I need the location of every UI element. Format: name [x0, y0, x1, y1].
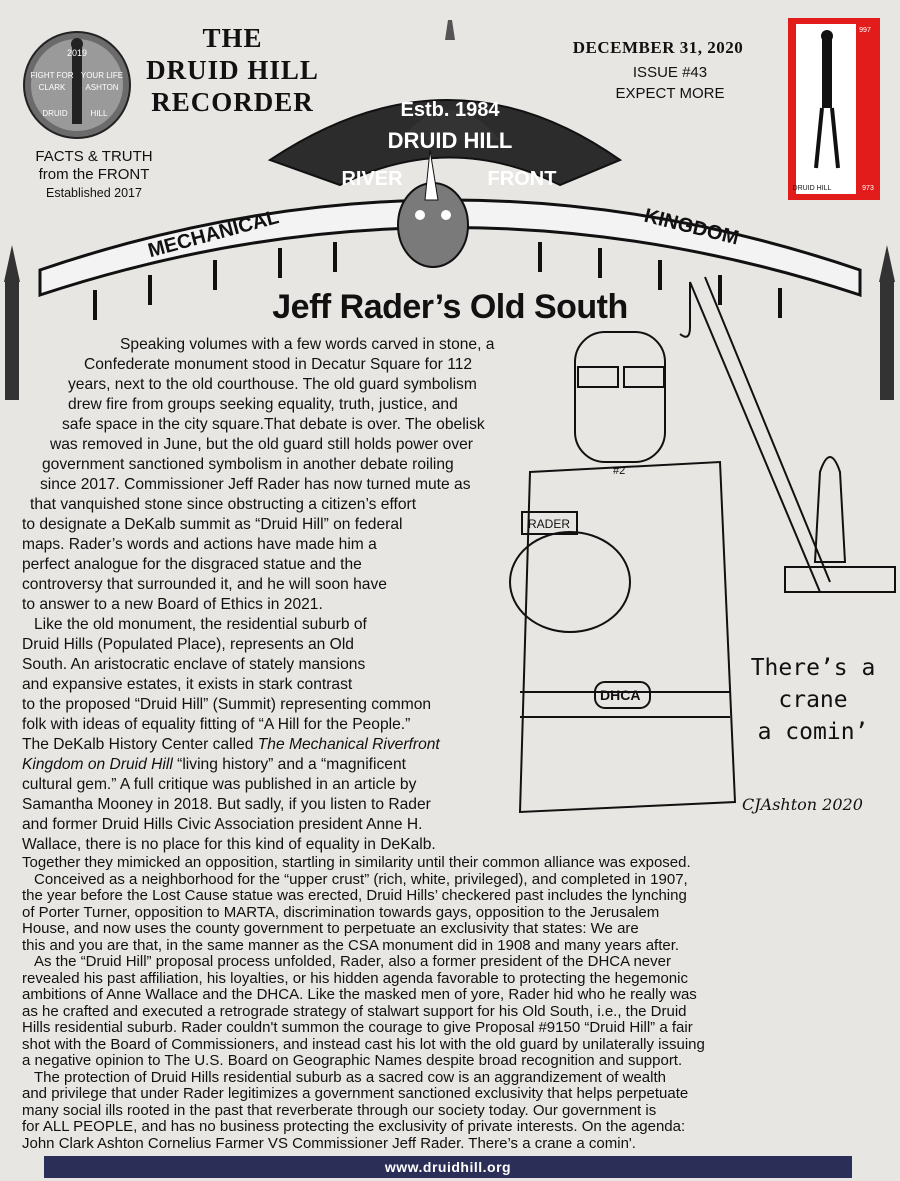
article-line: Like the old monument, the residential suburb of [34, 616, 367, 633]
article-line: and former Druid Hills Civic Association president Anne H. [22, 816, 423, 833]
article-line: and privilege that under Rader legitimizes a government sanctioned exclusivity that helps perpetuate [22, 1085, 689, 1102]
drawing-badge-num: #2 [613, 465, 626, 477]
article-line: as he crafted and executed a retrograde strategy of stalwart support for his Old South, i.e., the Druid [22, 1002, 687, 1020]
article-line: Confederate monument stood in Decatur Square for 112 [84, 356, 473, 373]
article-line: Speaking volumes with a few words carved in stone, a [120, 336, 495, 353]
article-line: safe space in the city square.That debate is over. The obelisk [62, 416, 485, 433]
article-line: Samantha Mooney in 2018. But sadly, if you listen to Rader [22, 796, 431, 813]
article-headline: Jeff Rader’s Old South [272, 288, 628, 326]
gate-druid-hill: DRUID HILL [387, 128, 513, 153]
masthead-title-line2: DRUID HILL [146, 55, 319, 85]
article-line: the year before the Lost Cause statue was erected, Druid Hills’ checkered past includes the lynching [22, 887, 687, 904]
article-line: John Clark Ashton Cornelius Farmer VS Commissioner Jeff Rader. There’s a crane a comin'. [22, 1134, 636, 1152]
article-line: controversy that surrounded it, and he will soon have [22, 576, 387, 593]
gate-kingdom: KINGDOM [641, 204, 742, 250]
article-line: drew fire from groups seeking equality, truth, justice, and [68, 396, 458, 413]
tagline-line1: FACTS & TRUTH [35, 148, 153, 165]
article-line: this and you are that, in the same manner as the CSA monument did in 1908 and many years after. [22, 936, 680, 954]
article-line: many social ills rooted in the past that reverberate through our society today. Our government is [22, 1101, 657, 1119]
article-line: to answer to a new Board of Ethics in 2021. [22, 596, 323, 613]
article-line: perfect analogue for the disgraced statue and the [22, 556, 362, 573]
article-line: Wallace, there is no place for this kind of equality in DeKalb. [22, 836, 436, 853]
issue-number: ISSUE #43 [632, 64, 708, 81]
article-line: and expansive estates, it exists in stark contrast [22, 676, 353, 693]
svg-text:ASHTON: ASHTON [85, 83, 119, 92]
drawing-belt: DHCA [600, 687, 641, 703]
caption-line2: crane [778, 687, 848, 713]
footer-url-link[interactable]: www.druidhill.org [384, 1159, 512, 1175]
caption-line3: a comin’ [757, 719, 869, 745]
caption-line1: There’s a [750, 655, 876, 681]
svg-text:FIGHT FOR: FIGHT FOR [30, 71, 74, 80]
svg-text:CLARK: CLARK [38, 83, 66, 92]
article-line: Kingdom on Druid Hill “living history” and a “magnificent [22, 756, 406, 773]
svg-text:973: 973 [862, 185, 874, 192]
article-line: to designate a DeKalb summit as “Druid Hill” on federal [22, 516, 403, 533]
issue-motto: EXPECT MORE [615, 85, 725, 102]
drawing-name-tag: RADER [528, 517, 571, 531]
article-line: since 2017. Commissioner Jeff Rader has now turned mute as [40, 476, 471, 493]
article-line: folk with ideas of equality fitting of “A Hill for the People.” [22, 716, 411, 733]
article-line: Conceived as a neighborhood for the “upper crust” (rich, white, privileged), and completed in 1907, [34, 870, 688, 888]
drawing-caption [728, 652, 898, 748]
article-line: of Porter Turner, opposition to MARTA, discrimination towards gays, opposition to the Jerusalem [22, 903, 660, 921]
article-line: for ALL PEOPLE, and has no business protecting the exclusivity of private interests. On the agenda: [22, 1118, 686, 1135]
article-line: House, and now uses the county government to perpetuate an exclusivity that states: We are [22, 920, 639, 937]
article-line: As the “Druid Hill” proposal process unfolded, Rader, also a former president of the DHCA never [34, 953, 671, 970]
gate-mechanical: MECHANICAL [145, 206, 282, 263]
article-line: cultural gem.” A full critique was published in an article by [22, 776, 417, 793]
article-line: The protection of Druid Hills residential suburb as a sacred cow is an aggrandizement of wealth [34, 1068, 666, 1086]
gate-front: FRONT [487, 168, 557, 190]
masthead-title-line1: THE [202, 23, 263, 53]
article-line: ambitions of Anne Wallace and the DHCA. Like the masked men of yore, Rader hid who he really was [22, 986, 697, 1003]
article-line: years, next to the old courthouse. The old guard symbolism [68, 376, 477, 393]
article-line: Hills residential suburb. Rader couldn't summon the courage to give Proposal #9150 “Druid Hill” a fair [22, 1019, 693, 1036]
article-line: maps. Rader’s words and actions have made him a [22, 536, 377, 553]
artist-signature: CJAshton 2020 [742, 795, 863, 814]
gate-river: RIVER [341, 168, 403, 190]
gate-estb: Estb. 1984 [400, 99, 500, 121]
article-line: Druid Hills (Populated Place), represents an Old [22, 636, 354, 653]
svg-text:DRUID: DRUID [42, 109, 68, 118]
article-line: revealed his past affiliation, his loyalties, or his hidden agenda favorable to protecting the hegemonic [22, 969, 688, 987]
svg-text:HILL: HILL [90, 109, 108, 118]
svg-text:997: 997 [859, 27, 871, 34]
tagline-line2: from the FRONT [38, 166, 150, 183]
masthead-title-line3: RECORDER [151, 87, 314, 117]
article-line: Together they mimicked an opposition, startling in similarity until their common alliance was exposed. [22, 854, 691, 871]
svg-text:YOUR LIFE: YOUR LIFE [80, 71, 124, 80]
article-line: to the proposed “Druid Hill” (Summit) representing common [22, 696, 432, 713]
article-line: South. An aristocratic enclave of stately mansions [22, 656, 366, 673]
badge-year: 2019 [66, 48, 88, 58]
article-line: was removed in June, but the old guard still holds power over [50, 436, 473, 453]
article-line: The DeKalb History Center called The Mechanical Riverfront [22, 736, 440, 753]
article-line: government sanctioned symbolism in another debate roiling [42, 456, 454, 473]
footer-url-bar[interactable] [44, 1156, 852, 1178]
svg-text:DRUID HILL: DRUID HILL [792, 185, 832, 192]
established-text: Established 2017 [46, 186, 142, 200]
article-line: a negative opinion to The U.S. Board on Geographic Names despite broad recognition and support. [22, 1052, 683, 1069]
issue-date: DECEMBER 31, 2020 [572, 38, 744, 57]
article-line: that vanquished stone since obstructing a citizen’s effort [30, 496, 417, 513]
article-line: shot with the Board of Commissioners, and instead cast his lot with the old guard by unilaterally issuing [22, 1035, 705, 1053]
